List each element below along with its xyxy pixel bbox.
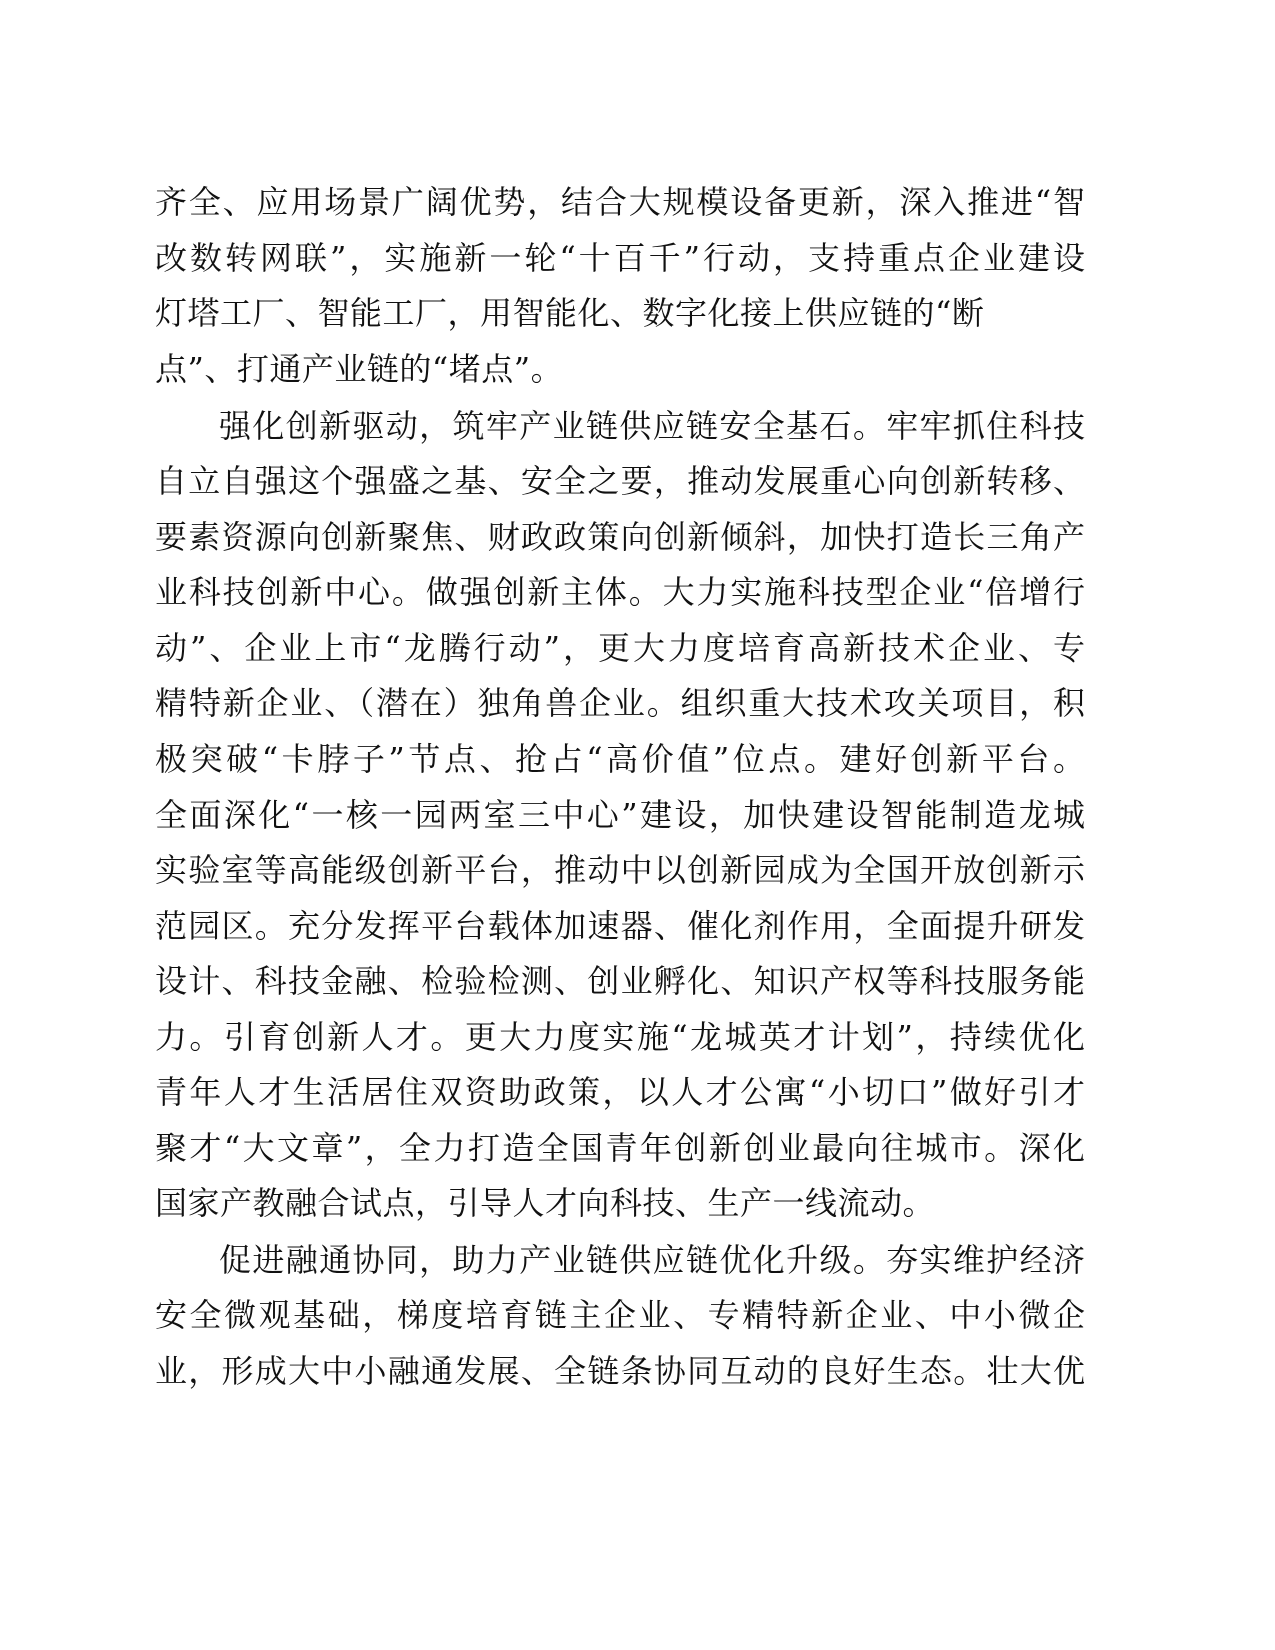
text-line: 范园区。充分发挥平台载体加速器、催化剂作用，全面提升研发 — [155, 907, 1085, 945]
text-line: 国家产教融合试点，引导人才向科技、生产一线流动。 — [155, 1184, 936, 1222]
text-line: 业，形成大中小融通发展、全链条协同互动的良好生态。壮大优 — [155, 1352, 1085, 1390]
text-line: 业科技创新中心。做强创新主体。大力实施科技型企业“倍增行 — [155, 573, 1085, 611]
text-line: 力。引育创新人才。更大力度实施“龙城英才计划”，持续优化 — [155, 1018, 1085, 1056]
text-line: 极突破“卡脖子”节点、抢占“高价值”位点。建好创新平台。 — [155, 740, 1085, 778]
text-line: 青年人才生活居住双资助政策，以人才公寓“小切口”做好引才 — [155, 1073, 1085, 1111]
paragraph-first-line: 强化创新驱动，筑牢产业链供应链安全基石。牢牢抓住科技 — [219, 407, 1085, 445]
text-line: 动”、企业上市“龙腾行动”，更大力度培育高新技术企业、专 — [155, 629, 1085, 667]
text-line: 齐全、应用场景广阔优势，结合大规模设备更新，深入推进“智 — [155, 183, 1085, 221]
text-line: 全面深化“一核一园两室三中心”建设，加快建设智能制造龙城 — [155, 796, 1085, 834]
text-line: 安全微观基础，梯度培育链主企业、专精特新企业、中小微企 — [155, 1296, 1085, 1334]
text-line: 实验室等高能级创新平台，推动中以创新园成为全国开放创新示 — [155, 851, 1085, 889]
paragraph-first-line: 促进融通协同，助力产业链供应链优化升级。夯实维护经济 — [219, 1241, 1085, 1279]
text-line: 精特新企业、（潜在）独角兽企业。组织重大技术攻关项目，积 — [155, 684, 1085, 722]
text-line: 改数转网联”，实施新一轮“十百千”行动，支持重点企业建设 — [155, 239, 1085, 277]
text-line: 点”、打通产业链的“堵点”。 — [155, 350, 564, 388]
text-line: 自立自强这个强盛之基、安全之要，推动发展重心向创新转移、 — [155, 462, 1085, 500]
text-line: 要素资源向创新聚焦、财政政策向创新倾斜，加快打造长三角产 — [155, 518, 1085, 556]
text-line: 聚才“大文章”，全力打造全国青年创新创业最向往城市。深化 — [155, 1129, 1085, 1167]
text-line: 灯塔工厂、智能工厂，用智能化、数字化接上供应链的“断 — [155, 294, 985, 332]
text-line: 设计、科技金融、检验检测、创业孵化、知识产权等科技服务能 — [155, 962, 1085, 1000]
